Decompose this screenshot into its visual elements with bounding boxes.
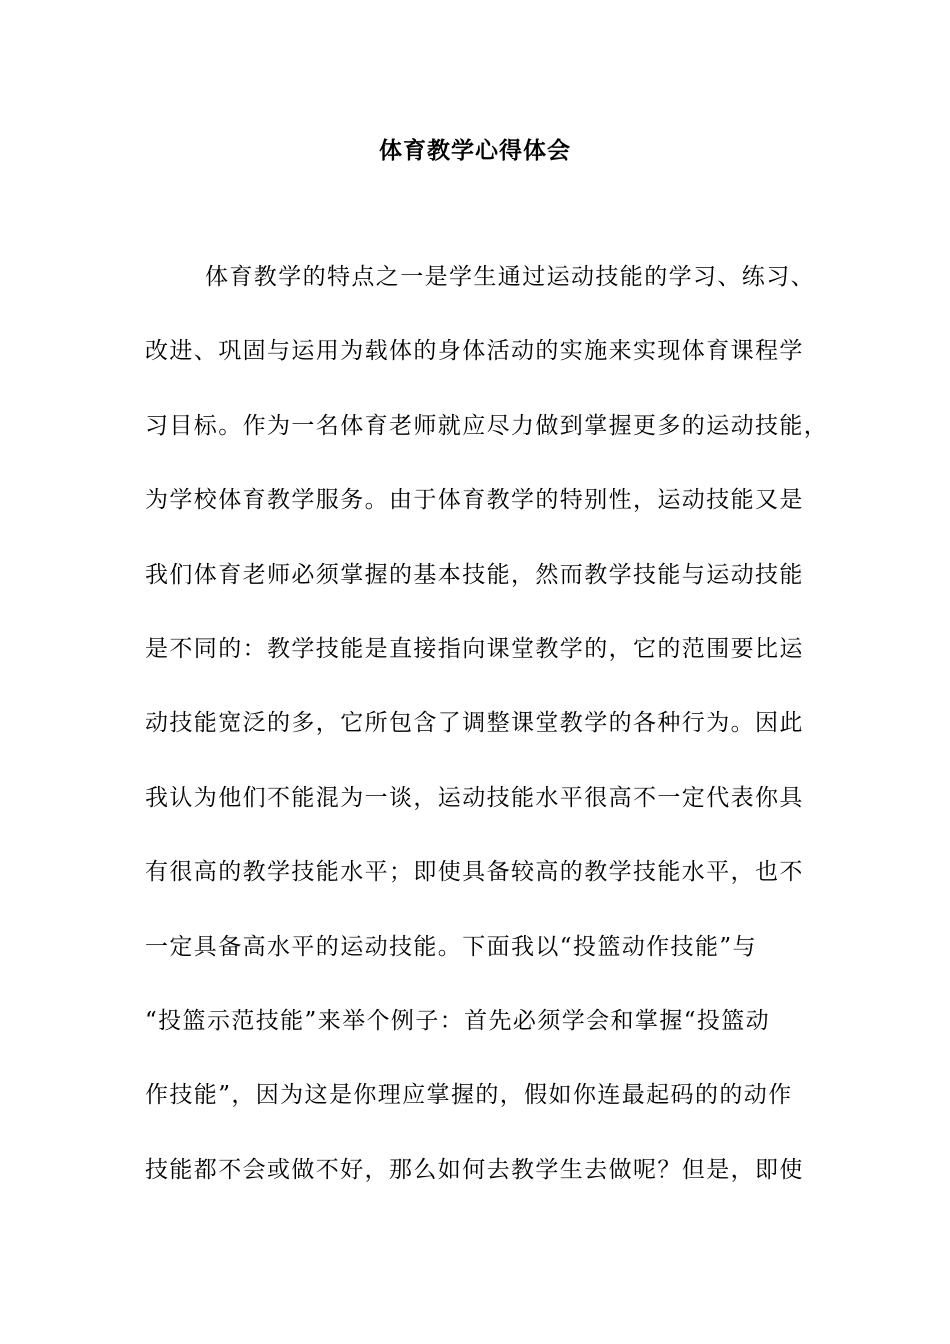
text-line: 我认为他们不能混为一谈，运动技能水平很高不一定代表你具: [145, 784, 804, 811]
text-line: 一定具备高水平的运动技能。下面我以“投篮动作技能”与: [145, 933, 757, 960]
body-text: [145, 257, 829, 1224]
text-line: 为学校体育教学服务。由于体育教学的特别性，运动技能又是: [145, 487, 804, 514]
text-line: 是不同的：教学技能是直接指向课堂教学的，它的范围要比运: [145, 635, 804, 662]
text-line: 体育教学的特点之一是学生通过运动技能的学习、练习、: [205, 264, 815, 290]
document-title: 体育教学心得体会: [379, 137, 571, 164]
text-line: 技能都不会或做不好，那么如何去教学生去做呢？但是，即使: [145, 1156, 804, 1183]
text-line: 我们体育老师必须掌握的基本技能，然而教学技能与运动技能: [145, 561, 804, 588]
text-line: 有很高的教学技能水平；即使具备较高的教学技能水平，也不: [145, 859, 804, 886]
text-line: 习目标。作为一名体育老师就应尽力做到掌握更多的运动技能，: [145, 412, 829, 439]
text-line: 作技能”，因为这是你理应掌握的，假如你连最起码的的动作: [145, 1082, 793, 1109]
text-line: “投篮示范技能”来举个例子：首先必须学会和掌握“投篮动: [145, 1007, 771, 1034]
text-line: 改进、巩固与运用为载体的身体活动的实施来实现体育课程学: [145, 338, 804, 365]
text-line: 动技能宽泛的多，它所包含了调整课堂教学的各种行为。因此: [145, 710, 804, 737]
